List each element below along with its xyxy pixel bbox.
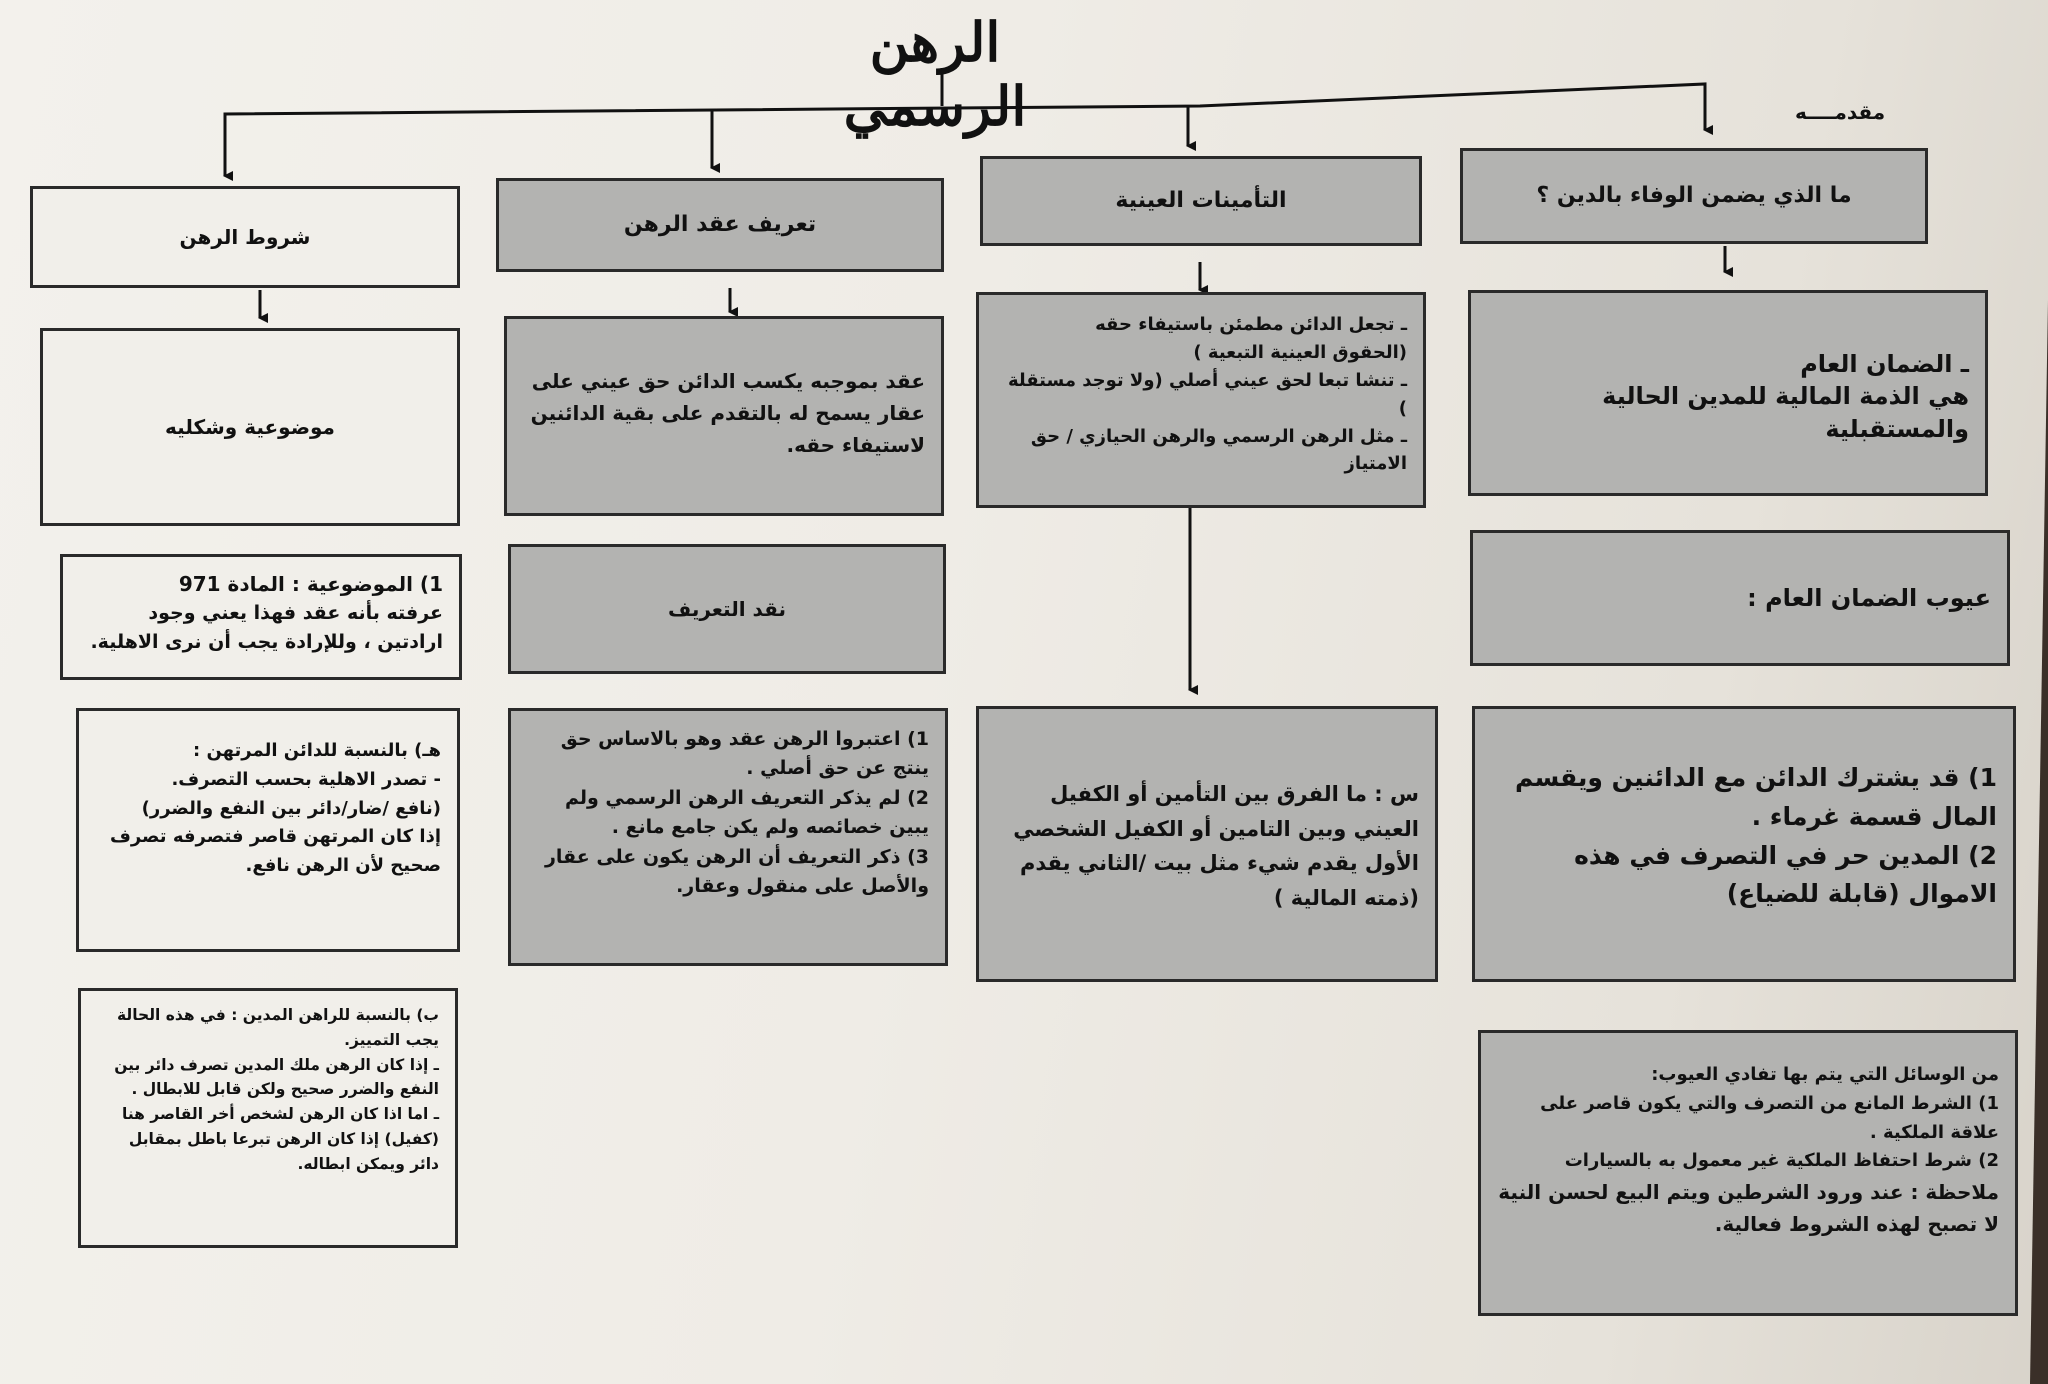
box-guarantee-defects: عيوب الضمان العام : [1470, 530, 2010, 666]
securities-item-4: ـ مثل الرهن الرسمي والرهن الحيازي / حق الامتياز [1030, 425, 1407, 475]
box-defects-list [1472, 706, 2016, 982]
creditor-item-1: - تصدر الاهلية بحسب التصرف. [171, 768, 441, 790]
header-guarantee: ما الذي يضمن الوفاء بالدين ؟ [1460, 148, 1928, 244]
box-substantive-conditions [60, 554, 462, 680]
general-guarantee-def: هي الذمة المالية للمدين الحالية والمستقبلية [1602, 382, 1969, 443]
box-critique-list [508, 708, 948, 966]
defect-item-1: 1) قد يشترك الدائن مع الدائنين ويقسم المال قسمة غرماء . [1515, 763, 1997, 831]
creditor-title: هـ) بالنسبة للدائن المرتهن : [193, 740, 441, 761]
general-guarantee-title: ـ الضمان العام [1800, 350, 1969, 378]
debtor-title: ب) بالنسبة للراهن المدين : في هذه الحالة يجب التمييز. [117, 1006, 439, 1049]
avoid-title: من الوسائل التي يتم بها تفادي العيوب: [1651, 1064, 1999, 1085]
avoid-item-2: 2) شرط احتفاظ الملكية غير معمول به بالسيارات [1564, 1150, 1999, 1172]
avoid-item-1: 1) الشرط المانع من التصرف والتي يكون قاصر على علاقة الملكية . [1540, 1092, 1999, 1143]
substantive-text: عرفته بأنه عقد فهذا يعني وجود ارادتين ، وللإرادة يجب أن نرى الاهلية. [90, 602, 443, 653]
box-general-guarantee [1468, 290, 1988, 496]
box-definition-critique: نقد التعريف [508, 544, 946, 674]
box-conditions-types: موضوعية وشكليه [40, 328, 460, 526]
securities-item-2: (الحقوق العينية التبعية ) [1193, 341, 1407, 363]
securities-item-3: ـ تنشا تبعا لحق عيني أصلي (ولا توجد مستقلة ) [1007, 369, 1407, 419]
box-avoid-defects [1478, 1030, 2018, 1316]
box-securities-question: س : ما الفرق بين التأمين أو الكفيل العيني وبين التامين أو الكفيل الشخصي الأول يقدم شيء مثل بيت /الثاني يقدم (ذمته المالية ) [976, 706, 1438, 982]
debtor-item-1: ـ إذا كان الرهن ملك المدين تصرف دائر بين النفع والضرر صحيح ولكن قابل للابطال . [114, 1055, 439, 1099]
header-mortgage-definition: تعريف عقد الرهن [496, 178, 944, 272]
header-real-securities: التأمينات العينية [980, 156, 1422, 246]
box-debtor-capacity [78, 988, 458, 1248]
creditor-item-3: إذا كان المرتهن قاصر فتصرفه تصرف صحيح لأن الرهن نافع. [109, 826, 441, 877]
securities-item-1: ـ تجعل الدائن مطمئن باستيفاء حقه [1095, 314, 1407, 335]
diagram-title: الرهن الرسمي [843, 10, 1027, 138]
creditor-item-2: (نافع /ضار/دائر بين النفع والضرر) [141, 797, 441, 819]
defect-item-2: 2) المدين حر في التصرف في هذه الاموال (قابلة للضياع) [1574, 840, 1997, 909]
box-definition-text: عقد بموجبه يكسب الدائن حق عيني على عقار يسمح له بالتقدم على بقية الدائنين لاستيفاء حقه. [504, 316, 944, 516]
critique-item-1: 1) اعتبروا الرهن عقد وهو بالاساس حق ينتج عن حق أصلي . [560, 728, 929, 780]
box-creditor-capacity [76, 708, 460, 952]
debtor-item-2: ـ اما اذا كان الرهن لشخص أخر القاصر هنا (كفيل) إذا كان الرهن تبرعا باطل بمقابل دائر ويمكن ابطاله. [122, 1105, 439, 1173]
substantive-title: 1) الموضوعية : المادة 971 [178, 572, 443, 596]
intro-label: مقدمــــه [1795, 100, 1886, 124]
header-mortgage-conditions: شروط الرهن [30, 186, 460, 288]
box-securities-features [976, 292, 1426, 508]
critique-item-3: 3) ذكر التعريف أن الرهن يكون على عقار والأصل على منقول وعقار. [544, 845, 929, 898]
critique-item-2: 2) لم يذكر التعريف الرهن الرسمي ولم يبين خصائصه ولم يكن جامع مانع . [564, 786, 929, 839]
avoid-note: ملاحظة : عند ورود الشرطين ويتم البيع لحسن النية لا تصبح لهذه الشروط فعالية. [1498, 1180, 1999, 1237]
